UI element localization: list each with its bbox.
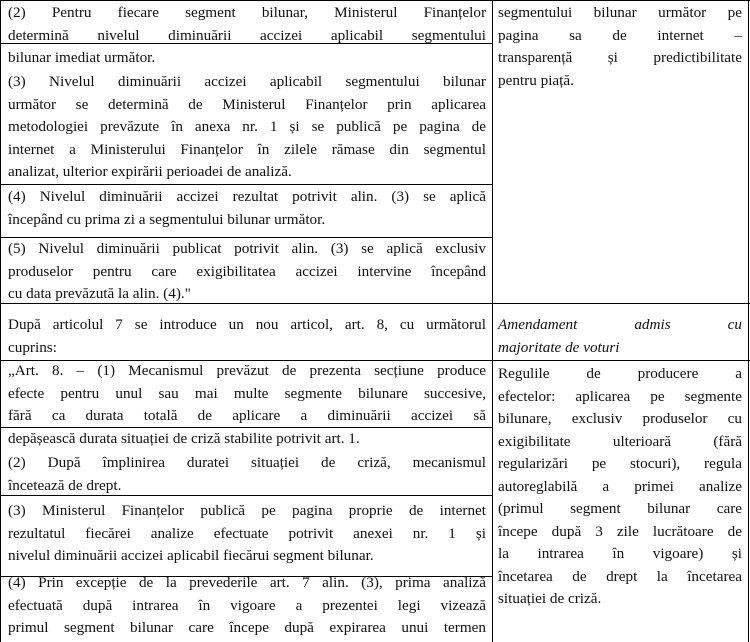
text-line: efectuată după intrarea în vigoare a prezentei legi vizează [8, 596, 486, 614]
text-line: (5) Nivelul diminuării publicat potrivit alin. (3) se aplică exclusiv [8, 240, 486, 257]
text-line: autoreglabilă a primei analize [498, 477, 742, 495]
text-line: determină nivelul diminuării accizei aplicabil segmentului [8, 26, 486, 44]
text-line: pagina sa de internet – [498, 26, 742, 44]
text-line: fără ca durata totală de aplicare a diminuării accizei să [8, 407, 486, 424]
text-line: segmentului bilunar următor pe [498, 4, 742, 21]
text-line: depășească durata situației de criză stabilite potrivit art. 1. [8, 429, 360, 447]
text-line: După articolul 7 se introduce un nou articol, art. 8, cu următorul [8, 316, 486, 333]
text-line: analizat, ulterior expirării perioadei de analiză. [8, 163, 292, 180]
text-line: exigibilitate ulterioară (fără [498, 432, 742, 450]
text-line: metodologiei prevăzute în anexa nr. 1 și se publică pe pagina de [8, 118, 486, 135]
text-line: începând cu prima zi a segmentului bilunar următor. [8, 210, 326, 228]
text-line: majoritate de voturi [498, 338, 620, 356]
text-line: bilunare, exclusiv produselor cu [498, 410, 742, 427]
text-line: bilunar imediat următor. [8, 49, 156, 66]
text-line: nivelul diminuării accizei aplicabil fiecărui segment bilunar. [8, 547, 374, 564]
table-border-left [0, 0, 1, 642]
text-line: următor se determină de Ministerul Finanțelor prin aplicarea [8, 95, 486, 113]
text-line: începe după 3 zile lucrătoare de [498, 522, 742, 540]
paragraph-alin-3 [8, 71, 486, 184]
text-line: rezultatul fiecărei analize efectuate potrivit anexei nr. 1 și [8, 524, 486, 542]
paragraph-intro-art-8 [8, 314, 486, 359]
text-line: cu data prevăzută la alin. (4)." [8, 285, 191, 302]
text-line: (2) După împlinirea duratei situației de criză, mecanismul [8, 454, 486, 471]
text-line: (2) Pentru fiecare segment bilunar, Ministerul Finanțelor [8, 4, 486, 21]
text-line: încetează de drept. [8, 476, 122, 494]
paragraph-alin-4 [8, 186, 486, 231]
text-line: primul segment bilunar care începe după expirarea unui termen [8, 619, 486, 636]
paragraph-alin-2 [8, 2, 486, 70]
text-line: efecte pentru unul sau mai multe segmente bilunare succesive, [8, 384, 486, 402]
paragraph-art-8-alin-3 [8, 500, 486, 568]
table-border-right [748, 0, 749, 642]
text-line: încetarea de drept la încetarea [498, 567, 742, 585]
paragraph-art-8-alin-4 [8, 572, 486, 640]
para-divider [0, 184, 492, 185]
justification-row-2 [498, 363, 742, 611]
text-line: (3) Ministerul Finanțelor publică pe pagina proprie de internet [8, 502, 486, 519]
text-line: (4) Nivelul diminuării accizei rezultat potrivit alin. (3) se aplică [8, 188, 486, 205]
text-line: cuprins: [8, 338, 57, 356]
table-border-top [0, 0, 750, 1]
text-line: regularizări pe stocuri), regula [498, 455, 742, 472]
paragraph-alin-5 [8, 238, 486, 306]
column-divider [492, 0, 493, 642]
text-line: (4) Prin excepție de la prevederile art. 7 alin. (3), prima analiză [8, 574, 486, 591]
text-line: produselor pentru care exigibilitatea accizei intervine începând [8, 262, 486, 280]
text-line: (primul segment bilunar care [498, 500, 742, 517]
text-line: pentru piață. [498, 71, 574, 89]
text-line: situației de criză. [498, 590, 602, 607]
text-line: Amendament admis cu [498, 316, 742, 333]
text-line: efectelor: aplicarea pe segmente [498, 387, 742, 405]
text-line: internet a Ministerului Finanțelor în zilele rămase din segmentul [8, 140, 486, 158]
text-line: (3) Nivelul diminuării accizei aplicabil segmentului bilunar [8, 73, 486, 90]
text-line: Regulile de producere a [498, 365, 742, 382]
text-line: transparență și predictibilitate [498, 49, 742, 66]
paragraph-art-8-alin-2 [8, 452, 486, 497]
amendment-status [498, 314, 742, 359]
text-line: la intrarea în vigoare) și [498, 545, 742, 562]
paragraph-art-8-alin-1 [8, 360, 486, 450]
justification-row-1 [498, 2, 742, 92]
text-line: „Art. 8. – (1) Mecanismul prevăzut de prezenta secțiune produce [8, 362, 486, 379]
